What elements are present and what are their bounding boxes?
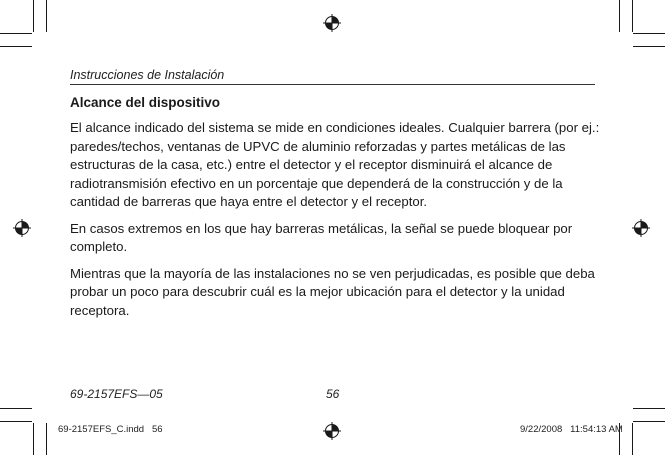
registration-target-icon xyxy=(632,219,650,237)
paragraph: En casos extremos en los que hay barreras metálicas, la señal se puede bloquear por completo. xyxy=(70,220,573,254)
crop-mark xyxy=(46,423,47,455)
registration-target-icon xyxy=(13,219,31,237)
slug-timestamp: 9/22/2008 11:54:13 AM xyxy=(520,424,623,435)
crop-mark xyxy=(619,0,620,32)
running-header: Instrucciones de Instalación xyxy=(70,68,225,82)
crop-mark xyxy=(0,408,32,409)
paragraph: Mientras que la mayoría de las instalaciones no se ven perjudicadas, es posible que deba probar un poco para descubrir cuál es la mejor ubicación para el detector y la unidad receptora. xyxy=(70,265,595,318)
crop-mark xyxy=(632,0,633,32)
crop-mark xyxy=(0,46,32,47)
page-number: 56 xyxy=(326,387,340,401)
header-rule xyxy=(70,84,595,85)
registration-target-icon xyxy=(323,14,341,32)
slug-file-info: 69-2157EFS_C.indd 56 xyxy=(58,424,163,435)
section-heading: Alcance del dispositivo xyxy=(70,95,221,110)
document-code: 69-2157EFS—05 xyxy=(70,387,163,401)
registration-target-icon xyxy=(323,422,341,440)
crop-mark xyxy=(633,46,665,47)
crop-mark xyxy=(633,33,665,34)
crop-mark xyxy=(0,33,32,34)
crop-mark xyxy=(33,0,34,32)
crop-mark xyxy=(633,421,665,422)
crop-mark xyxy=(33,423,34,455)
section-content xyxy=(70,94,600,328)
crop-mark xyxy=(632,423,633,455)
crop-mark xyxy=(0,421,32,422)
crop-mark xyxy=(633,408,665,409)
crop-mark xyxy=(46,0,47,32)
paragraph: El alcance indicado del sistema se mide en condiciones ideales. Cualquier barrera (por ej.: paredes/techos, ventanas de UPVC de aluminio reforzadas y partes metálicas de las estructuras de la casa, etc.) entre el detector y el receptor disminuirá el alcance de radiotransmisión efectivo en un porcentaje que dependerá de la construcción y de la cantidad de barreras que haya entre el detector y el receptor. xyxy=(70,120,600,209)
